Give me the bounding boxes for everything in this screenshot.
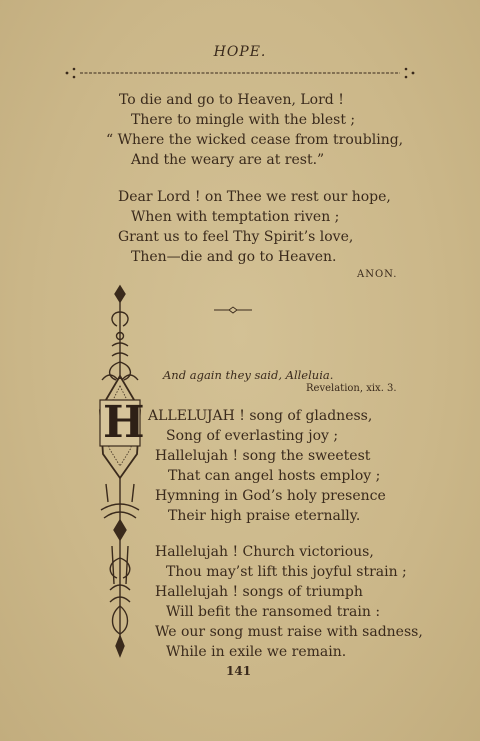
verse-line: And the weary are at rest.” bbox=[131, 152, 325, 168]
verse-line: Hallelujah ! songs of triumph bbox=[155, 584, 363, 600]
verse-line: Song of everlasting joy ; bbox=[166, 428, 339, 444]
verse-line: “ Where the wicked cease from troubling, bbox=[106, 132, 404, 148]
verse-line: Will befit the ransomed train : bbox=[166, 604, 381, 620]
verse-line: Hallelujah ! Church victorious, bbox=[155, 544, 374, 560]
verse-line: Hallelujah ! song the sweetest bbox=[155, 448, 371, 464]
epigraph: And again they said, Alleluia. bbox=[163, 368, 334, 382]
verse-line: Grant us to feel Thy Spirit’s love, bbox=[118, 229, 354, 245]
verse-line: We our song must raise with sadness, bbox=[155, 624, 423, 640]
drop-cap-initial: H bbox=[103, 397, 145, 448]
verse-line: Thou may’st lift this joyful strain ; bbox=[166, 564, 407, 580]
decorative-border-ornament bbox=[96, 284, 144, 659]
verse-line: Their high praise eternally. bbox=[168, 508, 361, 524]
running-header: HOPE. bbox=[213, 44, 267, 60]
verse-line: When with temptation riven ; bbox=[131, 209, 340, 225]
verse-line: Then—die and go to Heaven. bbox=[131, 249, 337, 265]
verse-line: Dear Lord ! on Thee we rest our hope, bbox=[118, 189, 391, 205]
verse-line: There to mingle with the blest ; bbox=[131, 112, 356, 128]
scripture-reference: Revelation, xix. 3. bbox=[306, 383, 397, 394]
verse-line: To die and go to Heaven, Lord ! bbox=[119, 92, 344, 108]
verse-line: That can angel hosts employ ; bbox=[168, 468, 381, 484]
verse-line: Hymning in God’s holy presence bbox=[155, 488, 386, 504]
author-attribution: ANON. bbox=[357, 269, 398, 280]
header-rule-ornament bbox=[64, 66, 416, 80]
page-number: 141 bbox=[226, 664, 252, 678]
section-separator-ornament bbox=[214, 305, 252, 315]
verse-line: While in exile we remain. bbox=[166, 644, 347, 660]
verse-line: ALLELUJAH ! song of gladness, bbox=[148, 408, 373, 424]
